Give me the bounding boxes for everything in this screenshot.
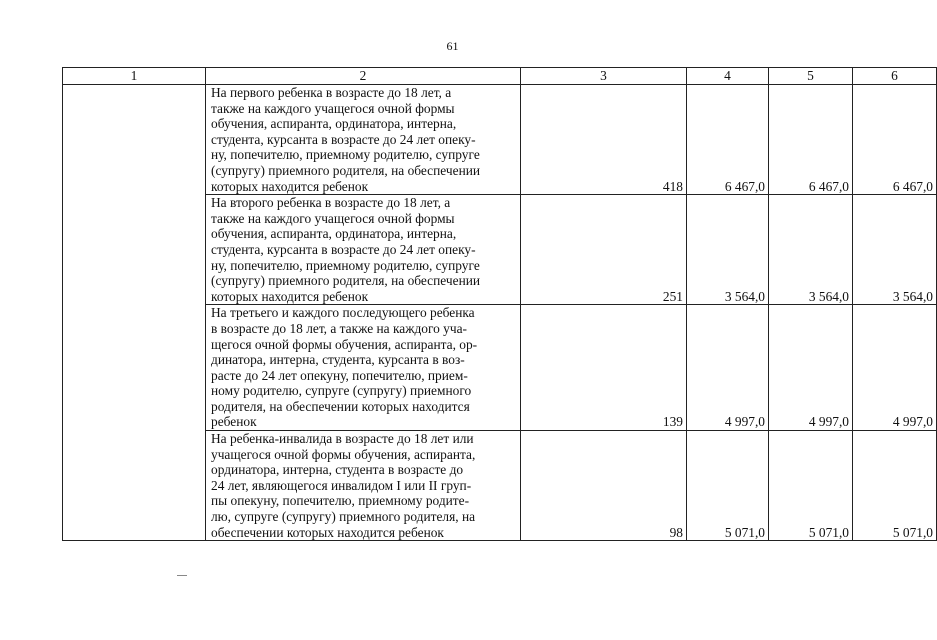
description-line: ну, попечителю, приемному родителю, супруге — [211, 257, 480, 273]
description-line: студента, курсанта в возрасте до 24 лет опеку- — [211, 131, 476, 147]
table-header — [63, 68, 937, 85]
description-line: На первого ребенка в возрасте до 18 лет, а — [211, 85, 452, 100]
description-line: ному родителю, супруге (супругу) приемного — [211, 383, 472, 399]
description-line: обучения, аспиранта, ординатора, интерна, — [211, 116, 457, 132]
description-line: также на каждого учащегося очной формы — [211, 210, 455, 226]
amount-cell-col6: 6 467,0 — [853, 85, 937, 195]
description-line: расте до 24 лет опекуну, попечителю, прием- — [211, 367, 468, 383]
amount-cell-col5: 6 467,0 — [769, 85, 853, 195]
empty-cell — [63, 305, 206, 431]
data-table — [62, 67, 937, 541]
description-line: ребенок — [211, 414, 257, 430]
table-row — [63, 431, 937, 541]
description-cell — [206, 85, 521, 195]
empty-cell — [63, 195, 206, 305]
description-line: щегося очной формы обучения, аспиранта, ор- — [211, 336, 478, 352]
column-header-5: 5 — [769, 68, 853, 85]
description-line: также на каждого учащегося очной формы — [211, 100, 455, 116]
description-cell — [206, 305, 521, 431]
description-line: 24 лет, являющегося инвалидом I или II груп- — [211, 477, 472, 493]
column-header-2: 2 — [206, 68, 521, 85]
amount-cell-col5: 3 564,0 — [769, 195, 853, 305]
amount-cell-col6: 3 564,0 — [853, 195, 937, 305]
count-cell: 98 — [521, 431, 687, 541]
page-number: 61 — [446, 39, 459, 53]
amount-cell-col6: 5 071,0 — [853, 431, 937, 541]
table-row — [63, 305, 937, 431]
amount-cell-col4: 5 071,0 — [687, 431, 769, 541]
description-line: ну, попечителю, приемному родителю, супруге — [211, 147, 480, 163]
description-cell — [206, 195, 521, 305]
description-line: в возрасте до 18 лет, а также на каждого уча- — [211, 320, 467, 336]
amount-cell-col5: 4 997,0 — [769, 305, 853, 431]
description-line: лю, супруге (супругу) приемного родителя, на — [211, 509, 476, 525]
header-row — [63, 68, 937, 85]
table-row — [63, 195, 937, 305]
description-line: которых находится ребенок — [211, 178, 369, 194]
description-line: (супругу) приемного родителя, на обеспечении — [211, 273, 481, 289]
description-line: учащегося очной формы обучения, аспиранта, — [211, 446, 476, 462]
column-header-3: 3 — [521, 68, 687, 85]
amount-cell-col4: 4 997,0 — [687, 305, 769, 431]
amount-cell-col4: 6 467,0 — [687, 85, 769, 195]
description-line: обеспечении которых находится ребенок — [211, 524, 444, 540]
description-line: студента, курсанта в возрасте до 24 лет опеку- — [211, 241, 476, 257]
empty-cell — [63, 431, 206, 541]
description-line: динатора, интерна, студента, курсанта в воз- — [211, 352, 465, 368]
description-line: обучения, аспиранта, ординатора, интерна, — [211, 226, 457, 242]
amount-cell-col5: 5 071,0 — [769, 431, 853, 541]
description-line: пы опекуну, попечителю, приемному родите- — [211, 493, 470, 509]
column-header-4: 4 — [687, 68, 769, 85]
count-cell: 251 — [521, 195, 687, 305]
description-line: ординатора, интерна, студента в возрасте до — [211, 462, 464, 478]
table-row — [63, 85, 937, 195]
description-line: которых находится ребенок — [211, 288, 369, 304]
amount-cell-col6: 4 997,0 — [853, 305, 937, 431]
description-line: На третьего и каждого последующего ребенка — [211, 305, 475, 321]
description-line: На ребенка-инвалида в возрасте до 18 лет или — [211, 431, 474, 447]
empty-cell — [63, 85, 206, 195]
description-line: (супругу) приемного родителя, на обеспечении — [211, 162, 481, 178]
count-cell: 418 — [521, 85, 687, 195]
description-line: На второго ребенка в возрасте до 18 лет, а — [211, 195, 451, 211]
amount-cell-col4: 3 564,0 — [687, 195, 769, 305]
description-line: родителя, на обеспечении которых находится — [211, 398, 470, 414]
scan-mark — [177, 575, 187, 576]
table-body — [63, 85, 937, 541]
column-header-6: 6 — [853, 68, 937, 85]
column-header-1: 1 — [63, 68, 206, 85]
description-cell — [206, 431, 521, 541]
count-cell: 139 — [521, 305, 687, 431]
